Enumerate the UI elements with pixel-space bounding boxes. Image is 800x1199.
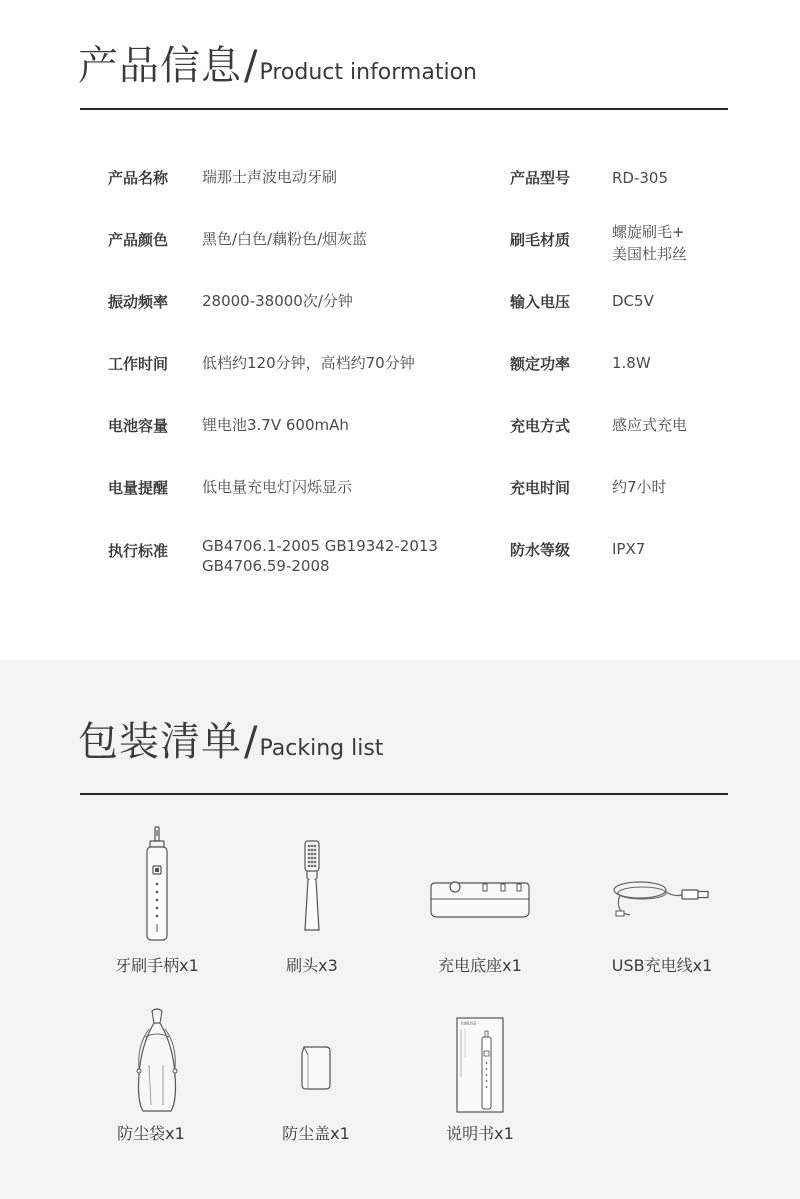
spec-value-power-reminder: 低电量充电灯闪烁显示: [202, 478, 353, 496]
spec-label-voltage: 输入电压: [510, 293, 571, 311]
pack-label-usb-cable: USB充电线x1: [611, 956, 713, 975]
spec-value-model: RD-305: [612, 169, 669, 187]
spec-label-power: 额定功率: [510, 355, 571, 373]
spec-value-standard-line2: GB4706.59-2008: [202, 557, 330, 575]
packing-list-title-en: Packing list: [259, 736, 384, 761]
spec-value-color: 黑色/白色/藕粉色/烟灰蓝: [202, 230, 368, 248]
spec-label-bristle: 刷毛材质: [510, 231, 571, 249]
usb-cable-icon: [610, 875, 714, 921]
manual-icon: [456, 1017, 504, 1113]
pack-label-handle: 牙刷手柄x1: [115, 956, 199, 975]
product-info-title-cn: 产品信息: [78, 43, 242, 89]
dust-cap-icon: [298, 1045, 334, 1091]
spec-value-power: 1.8W: [612, 354, 651, 372]
pack-item-handle: [77, 826, 237, 942]
dust-bag-icon: [127, 1005, 187, 1115]
spec-label-model: 产品型号: [510, 169, 571, 187]
spec-value-working-time: 低档约120分钟，高档约70分钟: [202, 354, 415, 372]
spec-value-bristle-line2: 美国杜邦丝: [612, 245, 688, 263]
pack-label-manual: 说明书x1: [446, 1124, 514, 1143]
pack-item-charging-base: [400, 875, 560, 921]
pack-label-brush-head: 刷头x3: [286, 956, 338, 975]
pack-label-dust-cap: 防尘盖x1: [282, 1124, 350, 1143]
product-info-divider: [80, 108, 728, 110]
packing-list-heading: [78, 710, 383, 767]
pack-item-usb-cable: [582, 875, 742, 921]
spec-label-frequency: 振动频率: [108, 293, 169, 311]
toothbrush-handle-icon: [137, 826, 177, 942]
spec-value-frequency: 28000-38000次/分钟: [202, 292, 353, 310]
spec-value-waterproof: IPX7: [612, 540, 646, 558]
spec-value-standard-line1: GB4706.1-2005 GB19342-2013: [202, 537, 438, 555]
spec-value-battery: 锂电池3.7V 600mAh: [202, 416, 349, 434]
spec-label-standard: 执行标准: [108, 542, 169, 560]
manual-cover-text: RINOSS: [461, 1021, 477, 1026]
product-info-heading: [78, 34, 477, 91]
spec-value-charging-method: 感应式充电: [612, 416, 688, 434]
pack-item-dust-cap: [236, 1045, 396, 1091]
pack-label-charging-base: 充电底座x1: [438, 956, 522, 975]
pack-label-dust-bag: 防尘袋x1: [117, 1124, 185, 1143]
spec-label-battery: 电池容量: [108, 417, 169, 435]
spec-value-bristle-line1: 螺旋刷毛+: [612, 223, 685, 241]
spec-label-power-reminder: 电量提醒: [108, 479, 169, 497]
packing-list-section: [0, 660, 800, 1199]
pack-item-dust-bag: [77, 1005, 237, 1115]
brush-head-icon: [297, 840, 327, 932]
packing-list-title-cn: 包装清单: [78, 719, 242, 765]
packing-list-divider: [80, 793, 728, 795]
spec-label-working-time: 工作时间: [108, 355, 169, 373]
spec-label-product-name: 产品名称: [108, 169, 169, 187]
spec-value-charging-time: 约7小时: [612, 478, 667, 496]
spec-value-voltage: DC5V: [612, 292, 654, 310]
spec-label-waterproof: 防水等级: [510, 541, 571, 559]
pack-item-brush-head: [232, 840, 392, 932]
charging-base-icon: [427, 875, 533, 921]
heading-slash: /: [244, 719, 258, 765]
pack-item-manual: [400, 1017, 560, 1113]
spec-label-color: 产品颜色: [108, 231, 169, 249]
spec-value-product-name: 瑞那士声波电动牙刷: [202, 168, 338, 186]
spec-label-charging-method: 充电方式: [510, 417, 571, 435]
spec-label-charging-time: 充电时间: [510, 479, 571, 497]
product-info-title-en: Product information: [259, 60, 477, 85]
heading-slash: /: [244, 43, 258, 89]
